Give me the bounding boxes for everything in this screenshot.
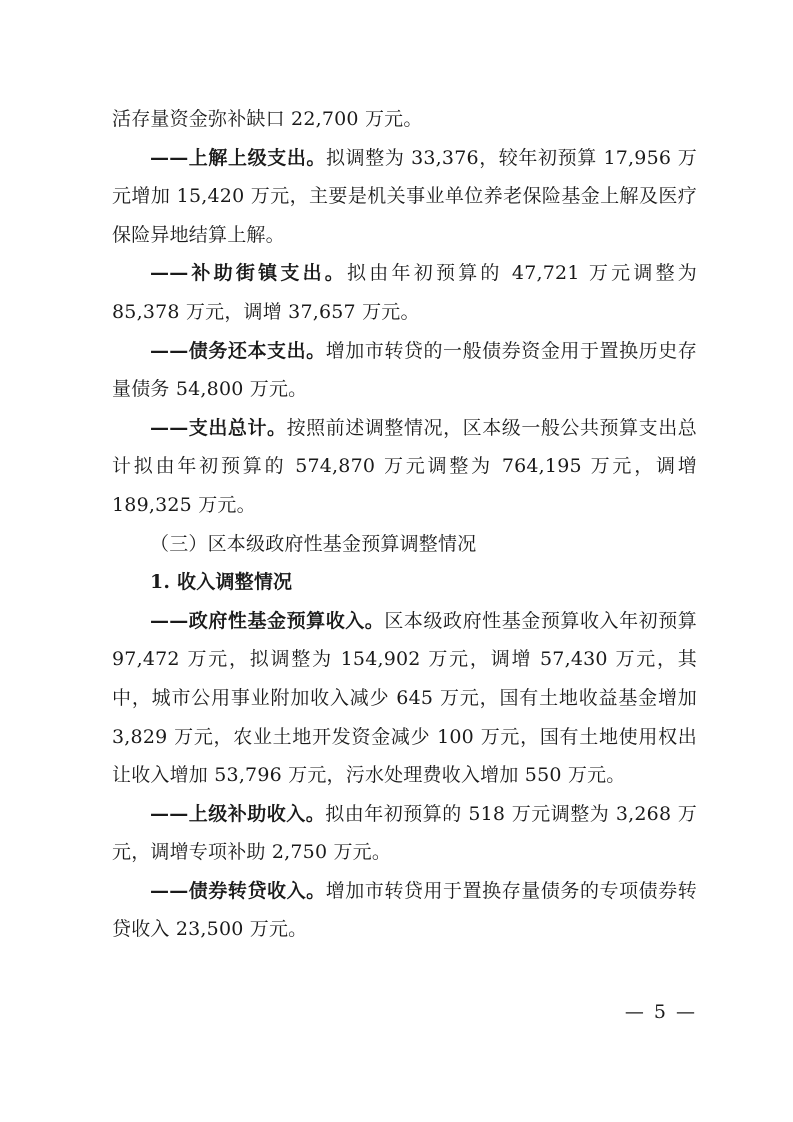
paragraph-text: 区本级政府性基金预算收入年初预算 97,472 万元，拟调整为 154,902 万元，调增 57,430 万元，其中，城市公用事业附加收入减少 645 万元，国有土地收益基金增加 3,829 万元，农业土地开发资金减少 100 万元，国有土地使用权出让收入增加 53,796 万元，污水处理费收入增加 550 万元。 [112, 609, 697, 787]
paragraph-superior-remittance [112, 139, 697, 255]
paragraph-lead: ——补助街镇支出。 [150, 262, 348, 285]
paragraph-continuation [112, 100, 697, 139]
document-body [112, 100, 697, 949]
paragraph-lead: ——债券转贷收入。 [150, 879, 326, 902]
paragraph-text: 拟由年初预算的 518 万元调整为 3,268 万元，调增专项补助 2,750 万元。 [112, 802, 697, 864]
paragraph-lead: ——债务还本支出。 [150, 339, 326, 362]
paragraph-bond-transfer [112, 872, 697, 949]
paragraph-subsidy-towns [112, 254, 697, 331]
paragraph-text: 拟调整为 33,376，较年初预算 17,956 万元增加 15,420 万元，主要是机关事业单位养老保险基金上解及医疗保险异地结算上解。 [112, 146, 697, 246]
paragraph-text: 按照前述调整情况，区本级一般公共预算支出总计拟由年初预算的 574,870 万元调整为 764,195 万元，调增 189,325 万元。 [112, 416, 698, 516]
paragraph-expenditure-total [112, 409, 697, 525]
paragraph-text: 拟由年初预算的 47,721 万元调整为 85,378 万元，调增 37,657 万元。 [112, 262, 697, 323]
paragraph-lead: ——上解上级支出。 [150, 146, 327, 169]
paragraph-superior-subsidy [112, 795, 697, 872]
paragraph-lead: ——政府性基金预算收入。 [150, 609, 385, 632]
subsection-heading: 1. 收入调整情况 [150, 571, 293, 594]
paragraph-lead: ——支出总计。 [150, 416, 287, 439]
paragraph-lead: ——上级补助收入。 [150, 802, 326, 825]
paragraph-text: 增加市转贷的一般债券资金用于置换历史存量债务 54,800 万元。 [112, 339, 697, 401]
paragraph-fund-revenue [112, 602, 697, 795]
paragraph-debt-repayment [112, 332, 697, 409]
page-number: — 5 — [624, 1001, 697, 1023]
paragraph-text: 活存量资金弥补缺口 22,700 万元。 [112, 108, 423, 130]
paragraph-text: 增加市转贷用于置换存量债务的专项债券转贷收入 23,500 万元。 [112, 879, 697, 941]
section-heading: （三）区本级政府性基金预算调整情况 [150, 532, 477, 555]
